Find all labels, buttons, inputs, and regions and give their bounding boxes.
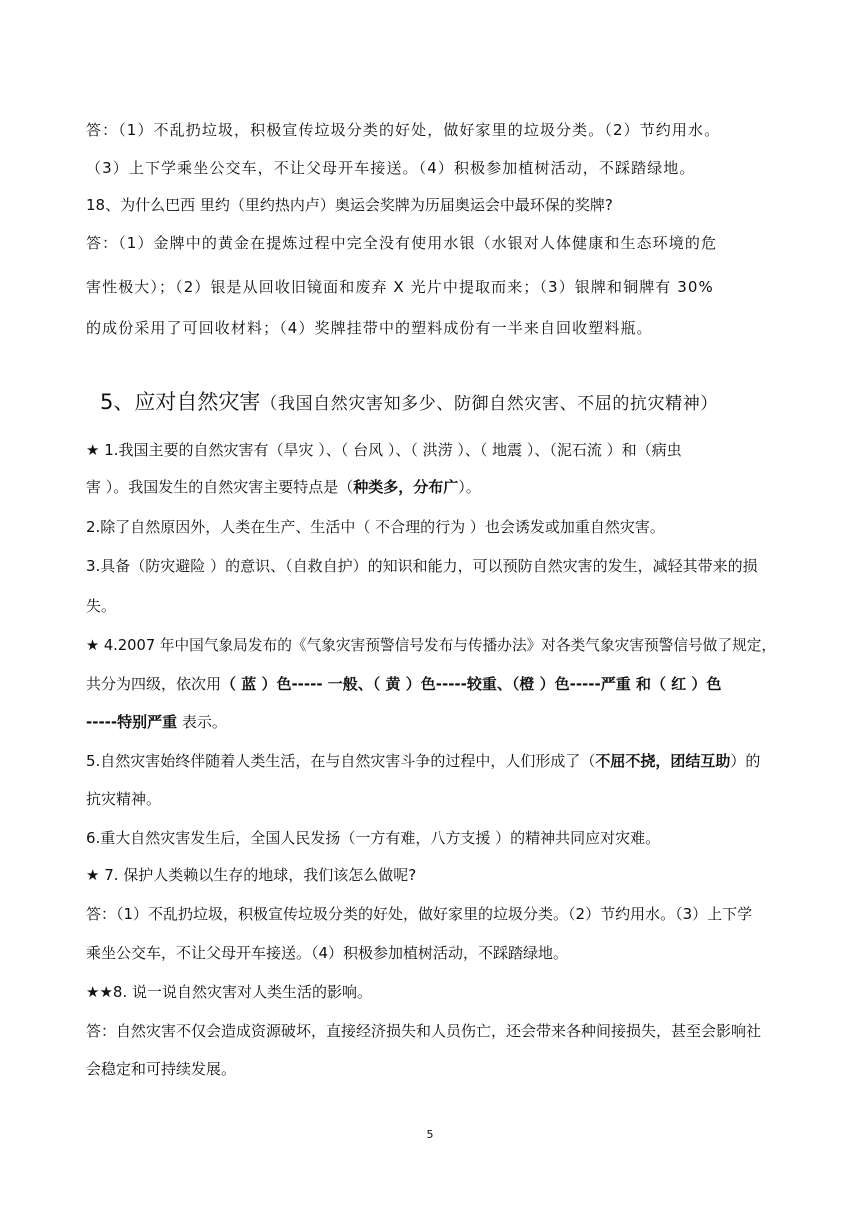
item-3-line-2: 失。 — [86, 597, 117, 615]
question-18: 18、为什么巴西 里约（里约热内卢）奥运会奖牌为历届奥运会中最环保的奖牌? — [86, 196, 613, 214]
section-5-title: 5、应对自然灾害 — [100, 390, 261, 414]
item-3-line-1: 3.具备（防灾避险 ）的意识、（自救自护）的知识和能力，可以预防自然灾害的发生，减轻其带来的损 — [86, 557, 758, 575]
answer-18-line-1: 答：（1）金牌中的黄金在提炼过程中完全没有使用水银（水银对人体健康和生态环境的危 — [86, 234, 718, 252]
item-8-answer-line-1: 答：自然灾害不仅会造成资源破坏，直接经济损失和人员伤亡，还会带来各种间接损失，甚至会影响社 — [86, 1022, 762, 1040]
item-4-line-1: ★ 4.2007 年中国气象局发布的《气象灾害预警信号发布与传播办法》对各类气象灾害预警信号做了规定， — [86, 637, 777, 654]
item-1-answer-bold: 种类多，分布广 — [353, 478, 459, 496]
item-4-levels-bold: （ 蓝 ）色----- 一般、（ 黄 ）色-----较重、（橙 ）色-----严重 和（ 红 ）色 — [221, 675, 722, 693]
section-5-subtitle: （我国自然灾害知多少、防御自然灾害、不屈的抗灾精神） — [260, 394, 718, 414]
item-6: 6.重大自然灾害发生后，全国人民发扬（一方有难，八方支援 ）的精神共同应对灾难。 — [86, 829, 661, 847]
item-1-line-2: 害 ）。我国发生的自然灾害主要特点是（种类多，分布广）。 — [86, 478, 481, 496]
item-5-line-1: 5.自然灾害始终伴随着人类生活，在与自然灾害斗争的过程中，人们形成了（不屈不挠，团结互助）的 — [86, 752, 761, 770]
item-4-level-4-bold: -----特别严重 — [86, 713, 178, 731]
answer-17-line-2: （3）上下学乘坐公交车，不让父母开车接送。（4）积极参加植树活动，不踩踏绿地。 — [86, 159, 696, 177]
item-4-line-3: -----特别严重 表示。 — [86, 713, 227, 731]
item-2: 2.除了自然原因外，人类在生产、生活中（ 不合理的行为 ）也会诱发或加重自然灾害。 — [86, 518, 665, 536]
section-5-heading — [100, 389, 718, 417]
item-8-question: ★★8. 说一说自然灾害对人类生活的影响。 — [86, 983, 372, 1001]
item-1-line-1: ★ 1.我国主要的自然灾害有（旱灾 ）、（ 台风 ）、（ 洪涝 ）、（ 地震 ）、（泥石流 ）和（病虫 — [86, 441, 682, 459]
item-4-line-2: 共分为四级，依次用（ 蓝 ）色----- 一般、（ 黄 ）色-----较重、（橙 ）色-----严重 和（ 红 ）色 — [86, 675, 722, 693]
item-7-answer-line-2: 乘坐公交车，不让父母开车接送。（4）积极参加植树活动，不踩踏绿地。 — [86, 944, 569, 962]
answer-18-line-2: 害性极大）；（2）银是从回收旧镜面和废弃 X 光片中提取而来；（3）银牌和铜牌有 30% — [86, 278, 714, 296]
answer-18-line-3: 的成份采用了可回收材料；（4）奖牌挂带中的塑料成份有一半来自回收塑料瓶。 — [86, 319, 653, 337]
answer-17-line-1: 答：（1）不乱扔垃圾，积极宣传垃圾分类的好处，做好家里的垃圾分类。（2）节约用水。 — [86, 121, 721, 139]
item-8-answer-line-2: 会稳定和可持续发展。 — [86, 1060, 237, 1078]
item-5-spirit-bold: 不屈不挠，团结互助 — [595, 752, 731, 770]
item-5-line-2: 抗灾精神。 — [86, 790, 162, 808]
item-7-question: ★ 7. 保护人类赖以生存的地球，我们该怎么做呢? — [86, 866, 417, 884]
item-7-answer-line-1: 答：（1）不乱扔垃圾，积极宣传垃圾分类的好处，做好家里的垃圾分类。（2）节约用水。（3）上下学 — [86, 905, 753, 923]
page-number: 5 — [426, 1128, 434, 1141]
